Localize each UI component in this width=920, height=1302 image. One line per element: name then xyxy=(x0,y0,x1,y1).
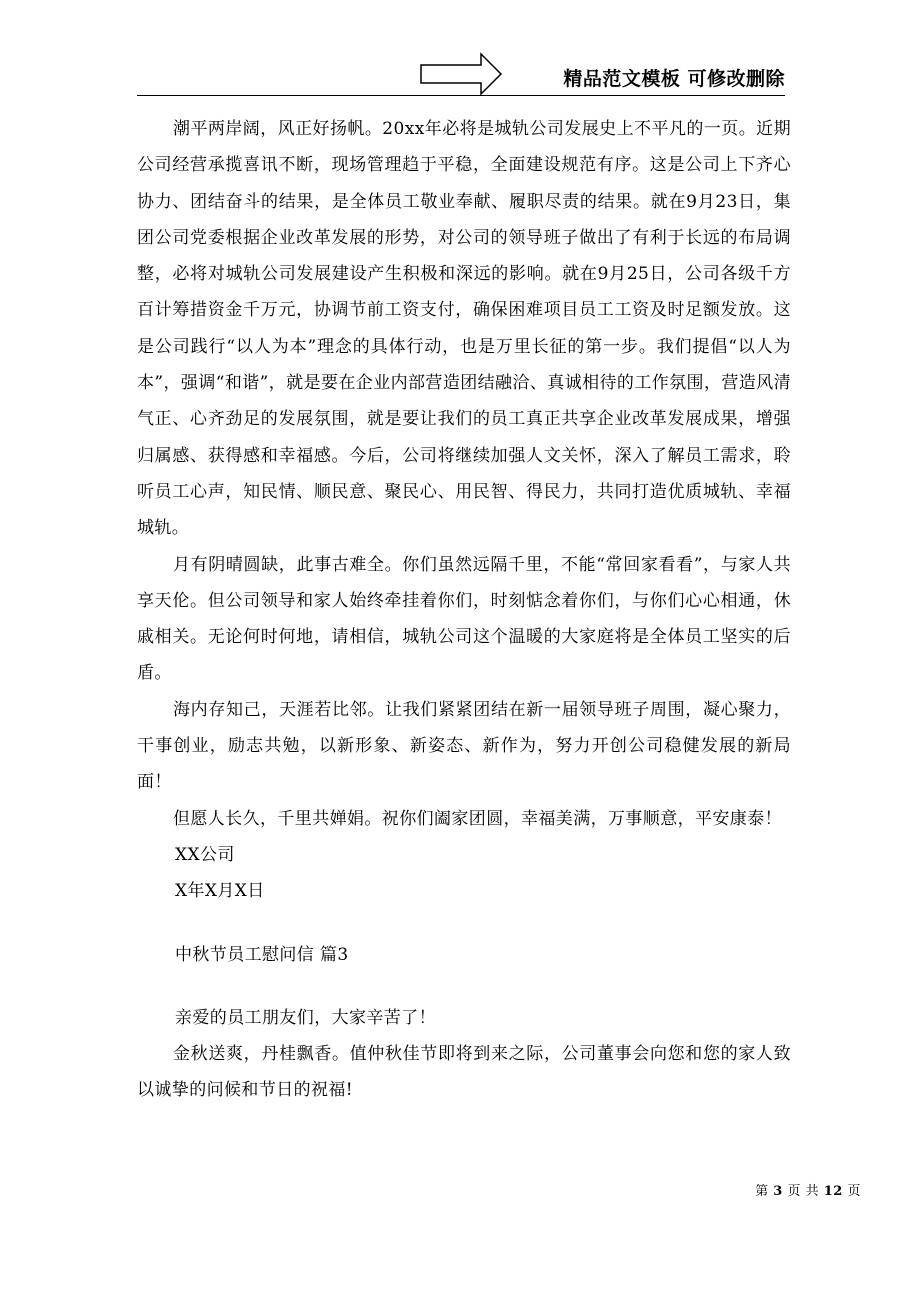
page-number xyxy=(755,1180,861,1199)
total-pages: 12 xyxy=(823,1184,843,1199)
letter-body xyxy=(137,111,791,1109)
signature-date: X年X月X日 xyxy=(175,881,265,902)
paragraph-2: 月有阴晴圆缺，此事古难全。你们虽然远隔千里，不能“常回家看看”，与家人共享天伦。但公司领导和家人始终牵挂着你们，时刻惦念着你们，与你们心心相通，休戚相关。无论何时何地，请相信，城轨公司这个温暖的大家庭将是全体员工坚实的后盾。 xyxy=(137,554,791,684)
signature-company: XX公司 xyxy=(175,844,235,865)
page-number-suffix: 页 xyxy=(847,1184,861,1199)
page-number-middle: 页 共 xyxy=(787,1184,820,1199)
section-title: 中秋节员工慰问信 篇3 xyxy=(175,944,349,965)
greeting: 亲爱的员工朋友们，大家辛苦了！ xyxy=(175,1007,436,1028)
page-header xyxy=(137,48,785,98)
right-arrow-outline-icon xyxy=(419,52,503,96)
paragraph-4: 但愿人长久，千里共婵娟。祝你们阖家团圆，幸福美满，万事顺意，平安康泰！ xyxy=(173,808,782,829)
spacer xyxy=(137,973,791,1000)
current-page: 3 xyxy=(773,1184,783,1199)
spacer xyxy=(137,910,791,937)
paragraph-1: 潮平两岸阔，风正好扬帆。20xx年必将是城轨公司发展史上不平凡的一页。近期公司经营承揽喜讯不断，现场管理趋于平稳，全面建设规范有序。这是公司上下齐心协力、团结奋斗的结果，是全体员工敬业奉献、履职尽责的结果。就在9月23日，集团公司党委根据企业改革发展的形势，对公司的领导班子做出了有利于长远的布局调整，必将对城轨公司发展建设产生积极和深远的影响。就在9月25日，公司各级千方百计筹措资金千万元，协调节前工资支付，确保困难项目员工工资及时足额发放。这是公司践行“以人为本”理念的具体行动，也是万里长征的第一步。我们提倡“以人为本”，强调“和谐”，就是要在企业内部营造团结融洽、真诚相待的工作氛围，营造风清气正、心齐劲足的发展氛围，就是要让我们的员工真正共享企业改革发展成果，增强归属感、获得感和幸福感。今后，公司将继续加强人文关怀，深入了解员工需求，聆听员工心声，知民情、顺民意、聚民心、用民智、得民力，共同打造优质城轨、幸福城轨。 xyxy=(137,119,791,539)
header-title: 精品范文模板 可修改删除 xyxy=(563,68,785,90)
header-divider xyxy=(137,95,785,96)
page-number-prefix: 第 xyxy=(755,1184,769,1199)
section-paragraph-1: 金秋送爽，丹桂飘香。值仲秋佳节即将到来之际，公司董事会向您和您的家人致以诚挚的问候和节日的祝福! xyxy=(137,1044,791,1101)
paragraph-3: 海内存知己，天涯若比邻。让我们紧紧团结在新一届领导班子周围，凝心聚力，干事创业，励志共勉，以新形象、新姿态、新作为，努力开创公司稳健发展的新局面！ xyxy=(137,699,791,793)
